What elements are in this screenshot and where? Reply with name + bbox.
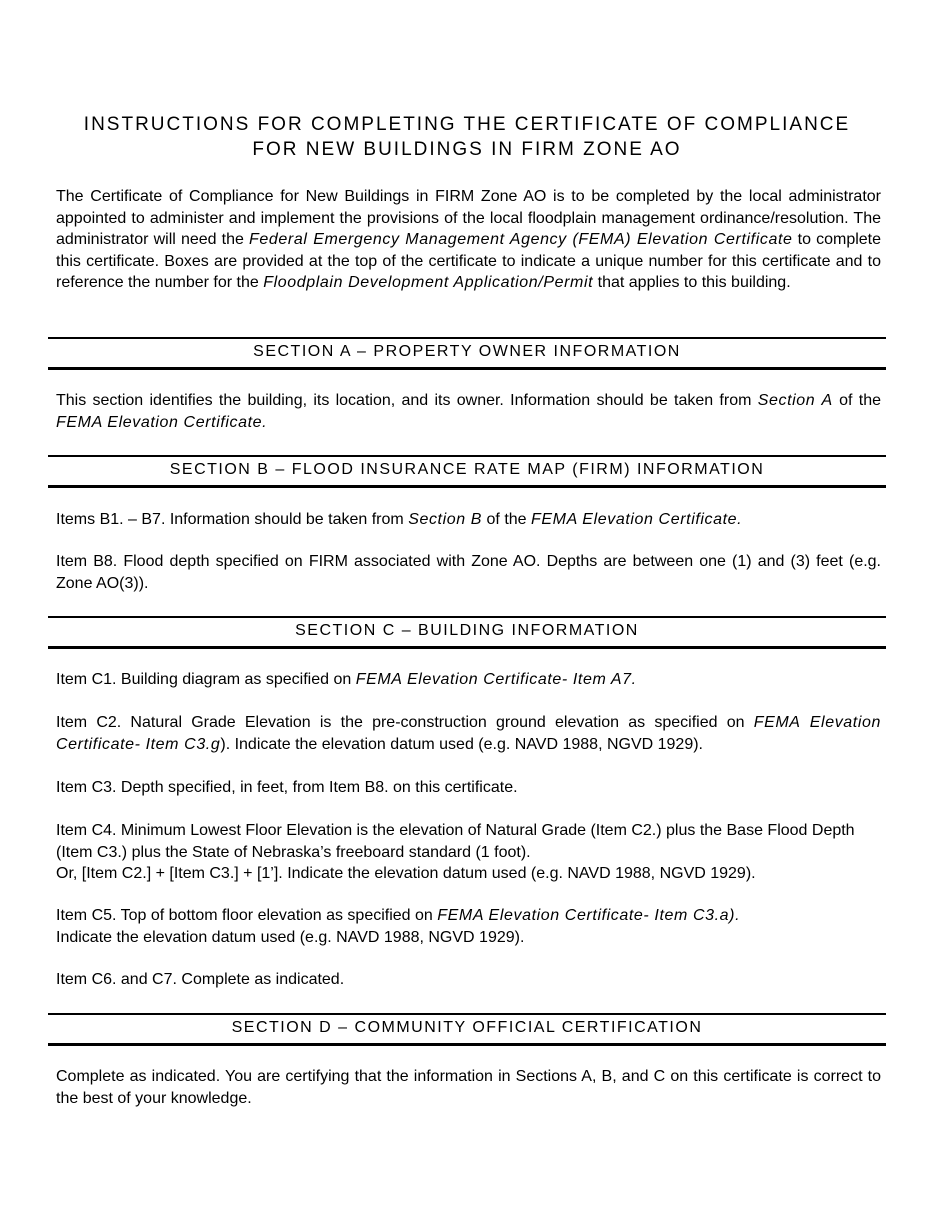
section-a-text-1: This section identifies the building, its location, and its owner. Information should be taken from — [56, 392, 758, 409]
section-a-text-2: of the — [832, 392, 881, 409]
item-c4-line-1: Item C4. Minimum Lowest Floor Elevation is the elevation of Natural Grade (Item C2.) plus the Base Flood Depth (Item C3.) plus the State of Nebraska’s freeboard standard (1 foot). — [56, 822, 855, 861]
section-c-item-c1 — [56, 669, 881, 691]
item-c2-text-2: ). Indicate the elevation datum used (e.g. NAVD 1988, NGVD 1929). — [220, 735, 703, 753]
item-c2-text-1: Item C2. Natural Grade Elevation is the pre-construction ground elevation as specified on — [56, 714, 754, 731]
section-b-item-b8: Item B8. Flood depth specified on FIRM associated with Zone AO. Depths are between one (1) and (3) feet (e.g. Zone AO(3)). — [56, 553, 881, 592]
section-b-italic-2: FEMA Elevation Certificate. — [531, 511, 743, 528]
title-line-1: INSTRUCTIONS FOR COMPLETING THE CERTIFICATE OF COMPLIANCE — [83, 114, 851, 135]
section-a-italic-1: Section A — [757, 392, 833, 409]
item-c5-text: Item C5. Top of bottom floor elevation as specified on — [56, 907, 438, 924]
section-b-header: SECTION B – FLOOD INSURANCE RATE MAP (FIRM) INFORMATION — [48, 455, 886, 488]
intro-italic-1: Federal Emergency Management Agency (FEMA) Elevation Certificate — [249, 231, 793, 248]
section-c-item-c2 — [56, 712, 881, 755]
intro-paragraph — [56, 186, 881, 294]
section-b-italic-1: Section B — [408, 511, 483, 528]
item-c2-italic: FEMA Elevation Certificate- Item C3.g — [56, 714, 881, 753]
section-c-item-c5 — [56, 905, 881, 948]
section-b-items-b1-b7 — [56, 509, 881, 531]
section-d-paragraph: Complete as indicated. You are certifying that the information in Sections A, B, and C on this certificate is correct to the best of your knowledge. — [56, 1068, 881, 1107]
item-c1-text: Item C1. Building diagram as specified on — [56, 671, 356, 688]
intro-text-1: The Certificate of Compliance for New Buildings in FIRM Zone AO is to be completed by the local administrator appointed to administer and implement the provisions of the local floodplain management ordinance/resolution. The administrator will need the — [56, 188, 881, 248]
intro-italic-2: Floodplain Development Application/Permit — [263, 274, 594, 291]
section-a-paragraph — [56, 390, 881, 433]
item-c1-italic: FEMA Elevation Certificate- Item A7. — [355, 671, 637, 688]
item-c4-line-2: Or, [Item C2.] + [Item C3.] + [1’]. Indicate the elevation datum used (e.g. NAVD 1988, NGVD 1929). — [56, 865, 756, 882]
intro-text-3: that applies to this building. — [593, 274, 791, 291]
item-c5-line-2: Indicate the elevation datum used (e.g. NAVD 1988, NGVD 1929). — [56, 928, 525, 946]
title-line-2: FOR NEW BUILDINGS IN FIRM ZONE AO — [252, 139, 682, 160]
section-a-italic-2: FEMA Elevation Certificate. — [56, 413, 268, 431]
section-a-header: SECTION A – PROPERTY OWNER INFORMATION — [48, 337, 886, 370]
section-b-text-2: of the — [482, 511, 531, 528]
item-c5-italic: FEMA Elevation Certificate- Item C3.a). — [437, 907, 741, 924]
section-d-header: SECTION D – COMMUNITY OFFICIAL CERTIFICATION — [48, 1013, 886, 1046]
page-title — [48, 112, 886, 162]
section-c-item-c4 — [56, 820, 881, 885]
intro-text-2: to complete this certificate. Boxes are provided at the top of the certificate to indicate a unique number for this certificate and to reference the number for the — [56, 231, 882, 291]
section-b-text-1: Items B1. – B7. Information should be taken from — [56, 511, 409, 528]
section-c-item-c3: Item C3. Depth specified, in feet, from Item B8. on this certificate. — [56, 779, 518, 796]
section-c-item-c6-c7: Item C6. and C7. Complete as indicated. — [56, 971, 345, 988]
section-c-header: SECTION C – BUILDING INFORMATION — [48, 616, 886, 649]
